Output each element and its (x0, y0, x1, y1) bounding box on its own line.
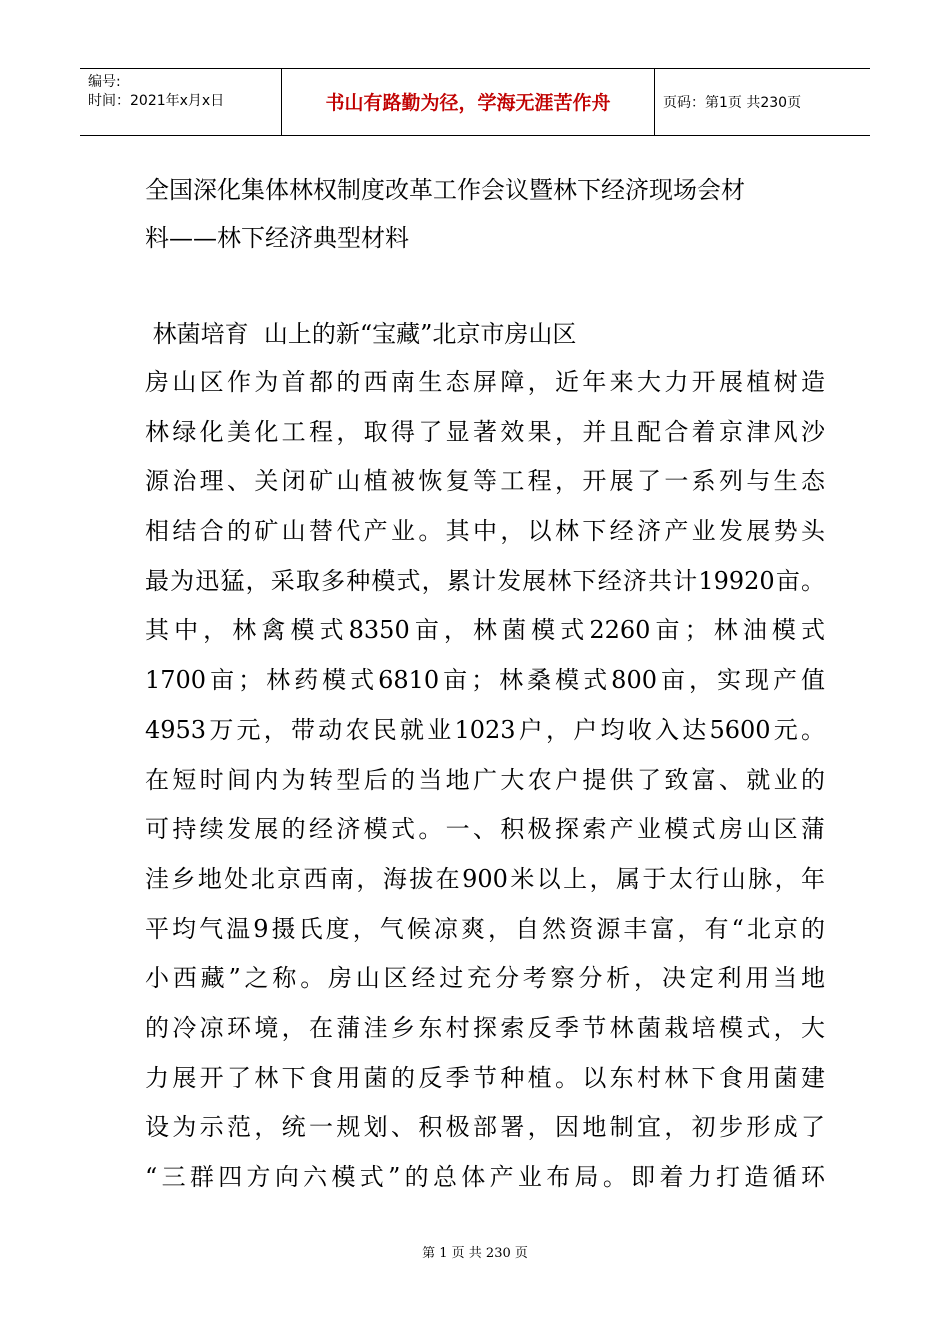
section-heading: 林菌培育 山上的新“宝藏”北京市房山区 (145, 320, 577, 348)
document-title (145, 166, 825, 262)
body-line: 的冷凉环境，在蒲洼乡东村探索反季节林菌栽培模式，大 (145, 1013, 825, 1042)
body-line: 可持续发展的经济模式。一、积极探索产业模式房山区蒲 (145, 815, 825, 844)
title-line: 全国深化集体林权制度改革工作会议暨林下经济现场会材 (145, 176, 745, 204)
header-page-info: 页码：第1页 共230页 (663, 95, 802, 111)
body-line: 平均气温9摄氏度，气候凉爽，自然资源丰富，有“北京的 (145, 914, 825, 943)
header-motto: 书山有路勤为径，学海无涯苦作舟 (281, 69, 655, 135)
document-header (80, 68, 870, 136)
body-line: 在短时间内为转型后的当地广大农户提供了致富、就业的 (145, 765, 825, 794)
body-line: 小西藏”之称。房山区经过充分考察分析，决定利用当地 (145, 964, 825, 993)
body-line: 4953万元，带动农民就业1023户，户均收入达5600元。 (145, 715, 825, 744)
body-line: “三群四方向六模式”的总体产业布局。即着力打造循环 (145, 1163, 825, 1191)
body-line: 林绿化美化工程，取得了显著效果，并且配合着京津风沙 (145, 417, 825, 446)
body-line: 最为迅猛，采取多种模式，累计发展林下经济共计19920亩。 (145, 566, 825, 595)
body-text (145, 358, 825, 1203)
code-label: 编号: (88, 74, 121, 90)
page-footer: 第 1 页 共 230 页 (422, 1246, 528, 1261)
title-line: 料——林下经济典型材料 (145, 224, 409, 252)
body-line: 1700亩；林药模式6810亩；林桑模式800亩，实现产值 (145, 666, 825, 695)
header-meta (80, 69, 281, 135)
body-line: 源治理、关闭矿山植被恢复等工程，开展了一系列与生态 (145, 467, 825, 496)
body-line: 力展开了林下食用菌的反季节种植。以东村林下食用菌建 (145, 1063, 825, 1092)
time-label: 时间：2021年x月x日 (88, 93, 225, 109)
body-line: 洼乡地处北京西南，海拔在900米以上，属于太行山脉，年 (145, 864, 825, 893)
body-line: 房山区作为首都的西南生态屏障，近年来大力开展植树造 (145, 368, 825, 396)
body-line: 其中，林禽模式8350亩，林菌模式2260亩；林油模式 (145, 616, 825, 645)
body-line: 相结合的矿山替代产业。其中，以林下经济产业发展势头 (145, 517, 825, 546)
body-line: 设为示范，统一规划、积极部署，因地制宜，初步形成了 (145, 1113, 825, 1142)
